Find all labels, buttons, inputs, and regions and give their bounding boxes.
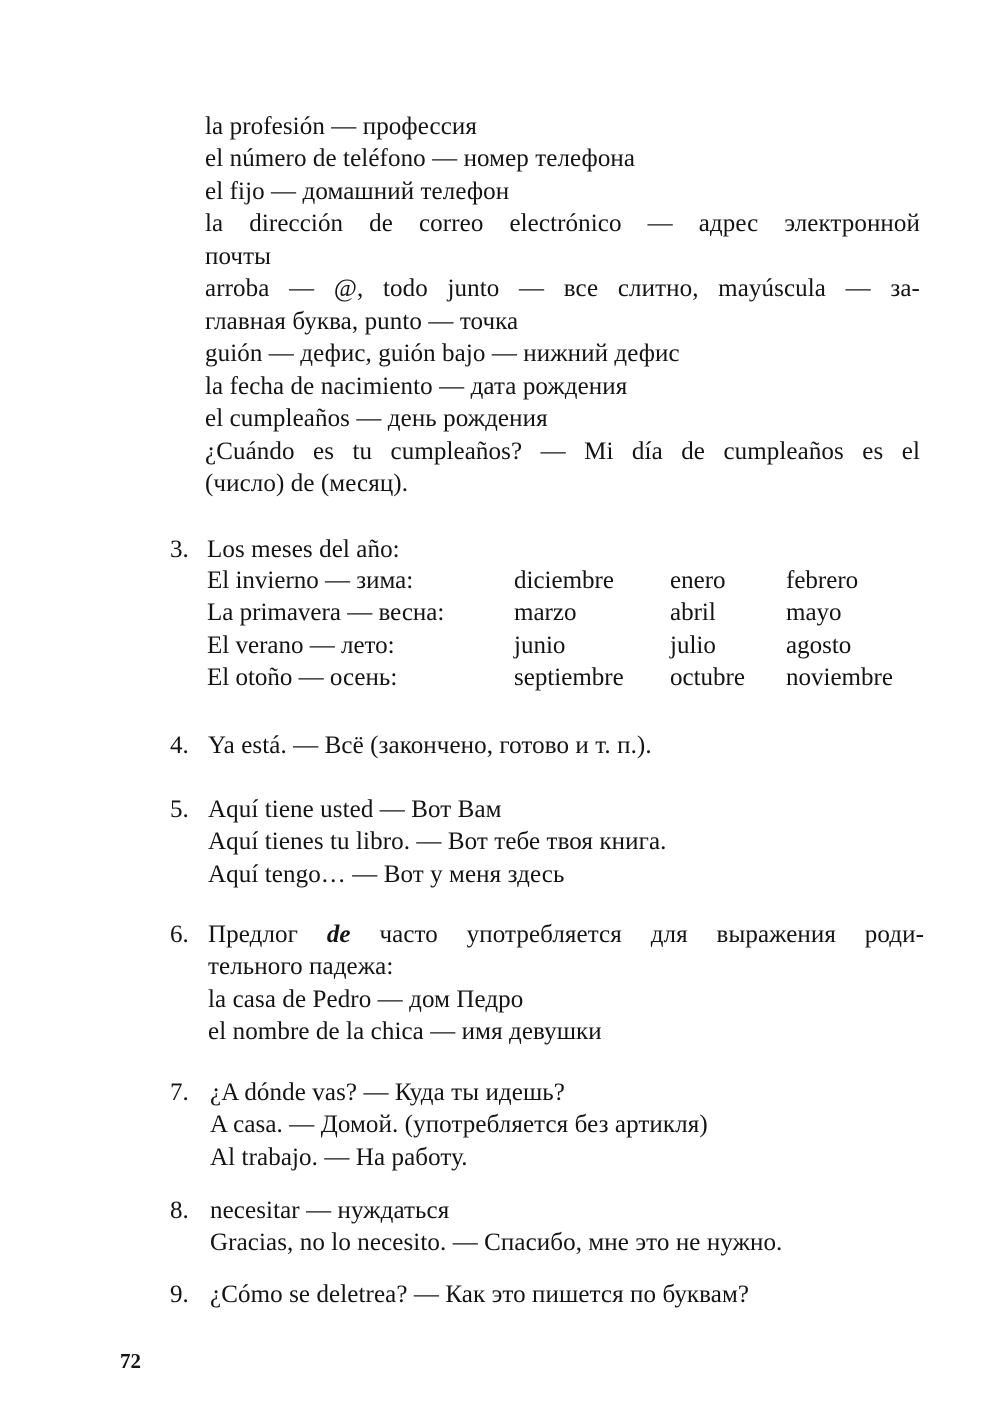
emphasis-de: de (326, 921, 351, 948)
section-number: 5. (170, 796, 189, 823)
section-line: ¿A dónde vas? — Куда ты идешь? (210, 1079, 565, 1106)
month-cell: octubre (670, 664, 745, 691)
section-number: 9. (170, 1281, 189, 1308)
vocab-line: почты (205, 243, 272, 270)
section-line: Aquí tiene usted — Вот Вам (208, 796, 502, 823)
section-line: Gracias, no lo necesito. — Спасибо, мне это не нужно. (210, 1229, 783, 1256)
vocab-line: главная буква, punto — точка (205, 308, 519, 335)
vocab-line: la profesión — профессия (205, 113, 477, 140)
season-cell: La primavera — весна: (207, 599, 445, 626)
month-cell: enero (670, 567, 726, 594)
month-cell: noviembre (786, 664, 893, 691)
section-line: Ya está. — Всё (закончено, готово и т. п.). (208, 732, 652, 759)
section-number: 8. (170, 1197, 189, 1224)
vocab-line: la dirección de correo electrónico — адрес электронной (205, 210, 920, 237)
season-cell: El otoño — осень: (207, 664, 398, 691)
section-number: 6. (170, 921, 189, 948)
section-line: A casa. — Домой. (употребляется без артикля) (210, 1111, 708, 1138)
section-number: 3. (170, 536, 189, 563)
vocab-line: la fecha de nacimiento — дата рождения (205, 373, 628, 400)
season-cell: El verano — лето: (207, 632, 395, 659)
vocab-line: el número de teléfono — номер телефона (205, 145, 636, 172)
section-line: la casa de Pedro — дом Педро (208, 986, 524, 1013)
vocab-line: arroba — @, todo junto — все слитно, mayúscula — за- (205, 275, 920, 302)
vocab-line: el cumpleaños — день рождения (205, 405, 548, 432)
month-cell: julio (670, 632, 716, 659)
section-line: Al trabajo. — На работу. (210, 1144, 468, 1171)
section-text: часто употребляется для выражения роди- (350, 921, 924, 948)
section-line (208, 920, 924, 950)
section-line: el nombre de la chica — имя девушки (208, 1018, 602, 1045)
section-line: Aquí tienes tu libro. — Вот тебе твоя книга. (208, 828, 667, 855)
vocab-line: (число) de (месяц). (205, 470, 409, 497)
section-number: 7. (170, 1079, 189, 1106)
month-cell: febrero (786, 567, 859, 594)
vocab-line: ¿Cuándo es tu cumpleaños? — Mi día de cumpleaños es el (205, 438, 920, 465)
month-cell: mayo (786, 599, 842, 626)
vocab-line: el fijo — домашний телефон (205, 178, 510, 205)
month-cell: diciembre (514, 567, 614, 594)
section-line: тельного падежа: (208, 953, 394, 980)
section-text: Предлог (208, 921, 327, 948)
month-cell: agosto (786, 632, 852, 659)
section-line: ¿Cómo se deletrea? — Как это пишется по буквам? (210, 1281, 750, 1308)
section-line: necesitar — нуждаться (210, 1197, 450, 1224)
month-cell: septiembre (514, 664, 624, 691)
section-title: Los meses del año: (207, 536, 400, 563)
vocab-line: guión — дефис, guión bajo — нижний дефис (205, 340, 680, 367)
page-number: 72 (120, 1349, 141, 1373)
season-cell: El invierno — зима: (207, 567, 414, 594)
section-number: 4. (170, 732, 189, 759)
month-cell: marzo (514, 599, 577, 626)
month-cell: junio (514, 632, 566, 659)
section-line: Aquí tengo… — Вот у меня здесь (208, 861, 565, 888)
month-cell: abril (670, 599, 716, 626)
